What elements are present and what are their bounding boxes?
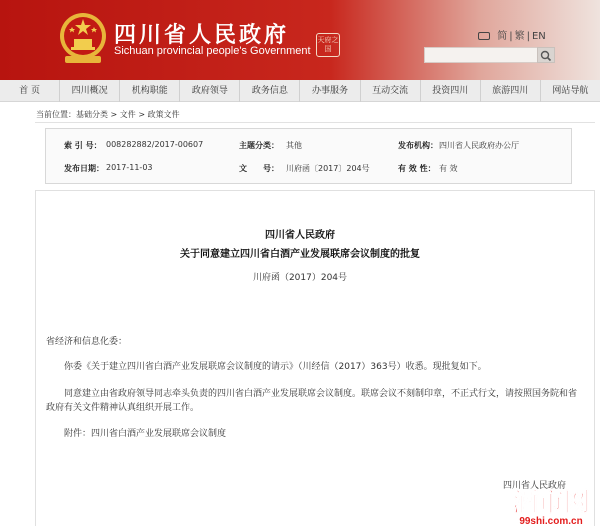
info-row [46,134,573,156]
national-emblem-icon [57,10,109,68]
breadcrumb-label: 当前位置： [36,110,76,119]
document-org: 四川省人民政府 [265,230,335,241]
search-button[interactable] [537,47,555,63]
index-label: 索 引 号： [64,141,102,150]
site-seal: 天府之国 [316,33,340,57]
search-input[interactable] [424,47,554,63]
lang-traditional-link[interactable]: 繁 [514,31,525,42]
lang-english-link[interactable]: EN [531,31,546,42]
document-paragraph: 政府有关文件精神认真组织开展工作。 [46,403,200,413]
nav-item-news[interactable]: 政务信息 [240,80,300,102]
issuer-label: 发布机构： [398,141,438,150]
nav-item-tourism[interactable]: 旅游四川 [481,80,541,102]
date-label: 发布日期： [64,164,104,173]
index-value: 008282882/2017-00607 [106,140,204,149]
document-title: 关于同意建立四川省白酒产业发展联席会议制度的批复 [180,249,420,260]
validity-label: 有 效 性： [398,164,436,173]
search-icon [538,49,554,63]
document-salutation: 省经济和信息化委： [46,337,128,347]
issuer-value: 四川省人民政府办公厅 [439,141,519,150]
site-title: 四川省人民政府 [114,22,290,48]
breadcrumb-item-policy[interactable]: 政策文件 [147,110,180,119]
document-number: 川府函（2017）204号 [252,273,348,283]
breadcrumb-separator: > [108,110,120,119]
validity-value: 有 效 [439,164,458,173]
breadcrumb [36,109,180,120]
nav-item-overview[interactable]: 四川概况 [60,80,120,102]
breadcrumb-separator: > [135,110,148,119]
date-value: 2017-11-03 [106,163,153,172]
divider [35,122,595,123]
mobile-icon[interactable] [478,32,490,40]
nav-item-sitemap[interactable]: 网站导航 [552,86,589,96]
svg-text:酒市网: 酒市网 [511,488,591,518]
document-info-box [45,128,572,184]
docno-label: 文 号： [239,164,279,173]
docno-value: 川府函〔2017〕204号 [286,164,370,173]
language-links: 简 | 繁 | EN [476,27,548,42]
document-attachment[interactable]: 附件：四川省白酒产业发展联席会议制度 [64,429,227,439]
info-row [46,157,573,179]
document-signature: 四川省人民政府 [503,481,567,491]
nav-item-invest[interactable]: 投资四川 [421,80,481,102]
nav-item-functions[interactable]: 机构职能 [120,80,180,102]
nav-item-services[interactable]: 办事服务 [300,80,360,102]
svg-text:99shi.com.cn: 99shi.com.cn [519,516,583,526]
site-subtitle: Sichuan provincial people's Government [114,45,311,57]
category-value: 其他 [286,141,302,150]
category-label: 主题分类： [239,141,279,150]
site-header [0,0,600,80]
document-paragraph: 同意建立由省政府领导同志牵头负责的四川省白酒产业发展联席会议制度。联席会议不刻制印章，不正式行文，请按照国务院和省 [64,389,578,399]
document-paragraph: 你委《关于建立四川省白酒产业发展联席会议制度的请示》（川经信（2017）363号）收悉。现批复如下。 [64,362,487,372]
breadcrumb-item-files[interactable]: 文件 [119,110,136,119]
breadcrumb-item-basic[interactable]: 基础分类 [76,110,108,119]
nav-item-home[interactable]: 首 页 [0,80,60,102]
nav-item-leaders[interactable]: 政府领导 [180,80,240,102]
watermark-logo [502,483,600,526]
nav-item-interaction[interactable]: 互动交流 [361,80,421,102]
main-nav [0,80,600,102]
lang-simplified-link[interactable]: 简 [497,31,508,42]
